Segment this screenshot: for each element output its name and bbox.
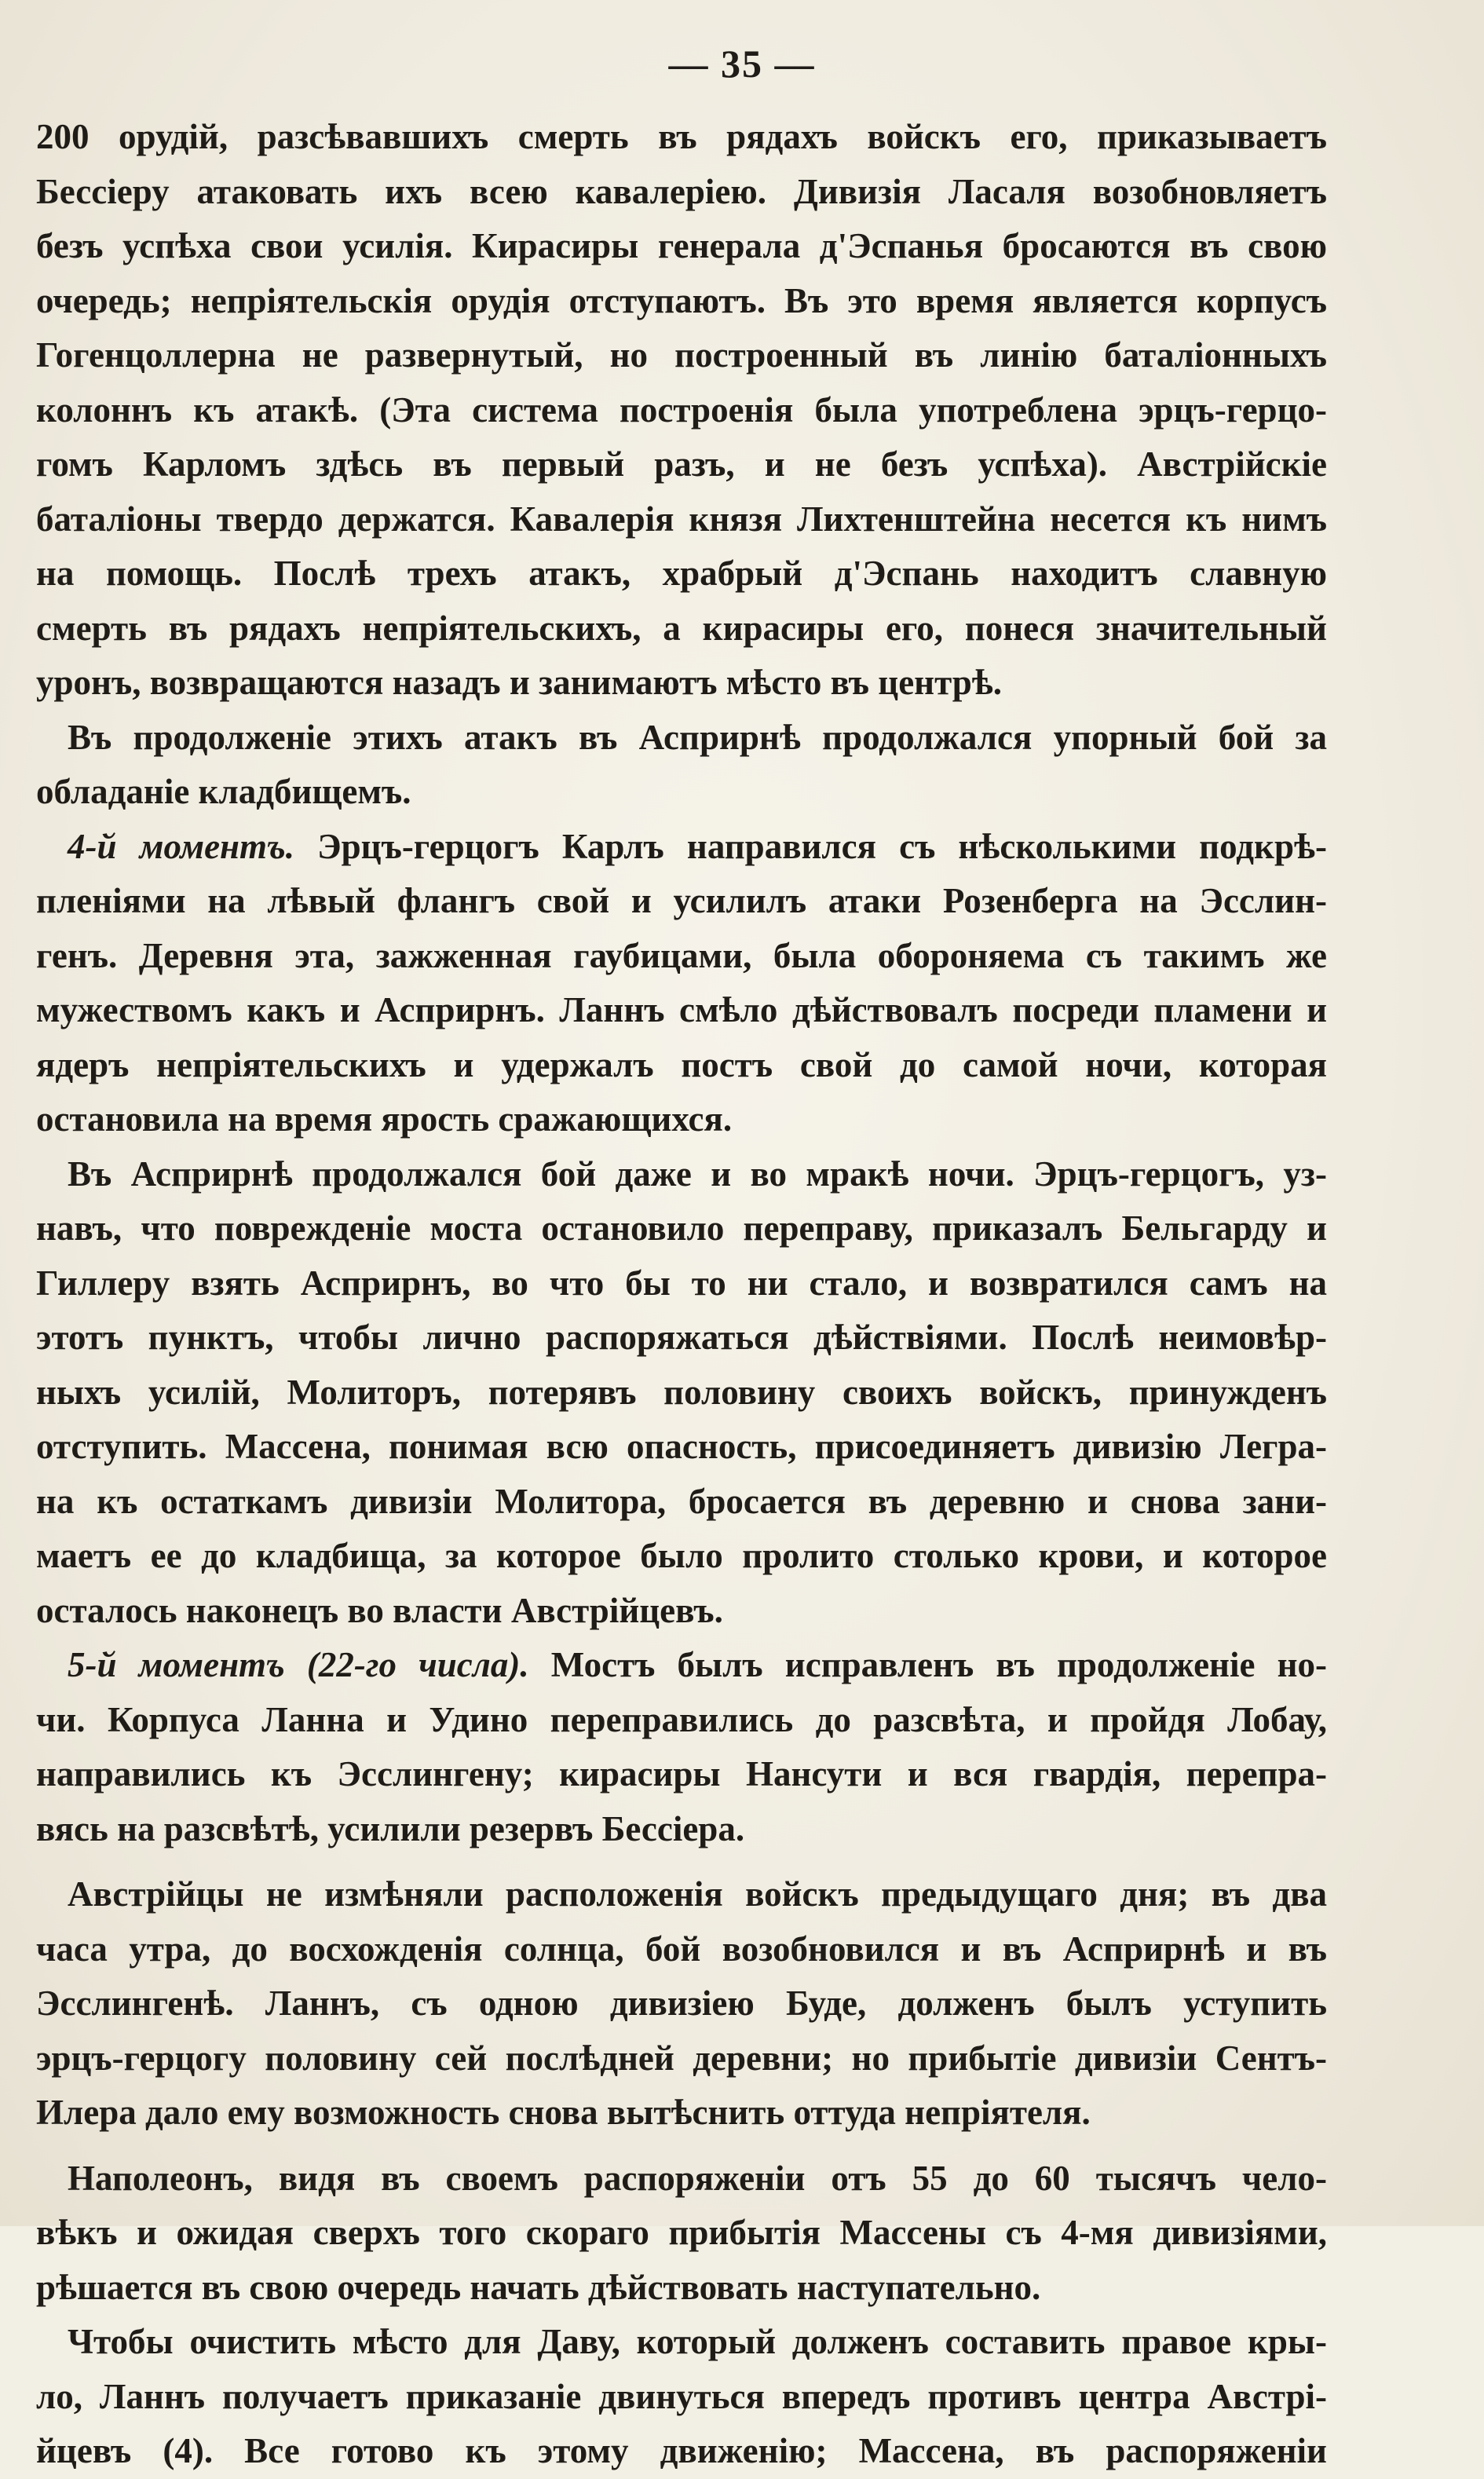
text-line [36, 711, 1327, 766]
line-text: Въ Асприрнѣ продолжался бой даже и во мракѣ ночи. Эрцъ-герцогъ, уз- [68, 1154, 1327, 1194]
line-text: ныхъ усилій, Молиторъ, потерявъ половину своихъ войскъ, принужденъ [36, 1372, 1327, 1412]
text-line [36, 601, 1327, 656]
text-line [36, 2086, 1327, 2141]
text-line [36, 1420, 1327, 1475]
text-line [36, 1638, 1327, 1693]
text-line [36, 2261, 1327, 2316]
text-line [36, 165, 1327, 220]
text-line [36, 328, 1327, 383]
page-number: — 35 — [668, 42, 816, 86]
line-text: осталось наконецъ во власти Австрійцевъ. [36, 1590, 723, 1630]
line-text: генъ. Деревня эта, зажженная гаубицами, была обороняема съ такимъ же [36, 935, 1327, 975]
line-text: очередь; непріятельскія орудія отступаютъ. Въ это время является корпусъ [36, 280, 1327, 320]
line-text: смерть въ рядахъ непріятельскихъ, а кирасиры его, понеся значительный [36, 608, 1327, 648]
text-line [36, 2370, 1327, 2425]
line-text: Мостъ былъ исправленъ въ продолженіе но- [528, 1645, 1327, 1684]
line-text: Бессіеру атаковать ихъ всею кавалеріею. Дивизія Ласаля возобновляетъ [36, 171, 1327, 211]
line-text: остановила на время ярость сражающихся. [36, 1099, 733, 1139]
line-text: вясь на разсвѣтѣ, усилили резервъ Бессіера. [36, 1808, 745, 1848]
line-text: Чтобы очистить мѣсто для Даву, который долженъ составить правое кры- [68, 2322, 1327, 2361]
line-text: обладаніе кладбищемъ. [36, 772, 411, 811]
text-line [36, 437, 1327, 492]
line-text: Наполеонъ, видя въ своемъ распоряженіи отъ 55 до 60 тысячъ чело- [68, 2158, 1327, 2198]
text-line [36, 1584, 1327, 1639]
text-line [36, 2152, 1327, 2207]
text-line [36, 1867, 1327, 1922]
text-line [36, 1693, 1327, 1748]
text-line [36, 1147, 1327, 1202]
line-text: маетъ ее до кладбища, за которое было пролито столько крови, и которое [36, 1536, 1327, 1575]
line-text: вѣкъ и ожидая сверхъ того скораго прибытія Массены съ 4-мя дивизіями, [36, 2213, 1327, 2252]
line-text: Илера дало ему возможность снова вытѣснить оттуда непріятеля. [36, 2093, 1091, 2132]
line-text: навъ, что поврежденіе моста остановило переправу, приказалъ Бельгарду и [36, 1208, 1327, 1248]
text-line [36, 2206, 1327, 2261]
line-text: уронъ, возвращаются назадъ и занимаютъ мѣсто въ центрѣ. [36, 663, 1003, 702]
text-line [36, 1922, 1327, 1977]
text-line [36, 2315, 1327, 2370]
line-text: Въ продолженіе этихъ атакъ въ Асприрнѣ продолжался упорный бой за [68, 717, 1327, 757]
text-line [36, 2031, 1327, 2086]
text-line [36, 656, 1327, 711]
text-line [36, 1976, 1327, 2031]
text-line [36, 874, 1327, 929]
line-text: колоннъ къ атакѣ. (Эта система построенія была употреблена эрцъ-герцо- [36, 389, 1327, 430]
line-text: на къ остаткамъ дивизіи Молитора, бросается въ деревню и снова зани- [36, 1481, 1327, 1521]
line-text: часа утра, до восхожденія солнца, бой возобновился и въ Асприрнѣ и въ [36, 1929, 1327, 1969]
line-text: 200 орудій, разсѣвавшихъ смерть въ рядахъ войскъ его, приказываетъ [36, 117, 1327, 156]
text-line [36, 1747, 1327, 1802]
text-line [36, 492, 1327, 547]
moment-heading: 5-й моментъ (22-го числа). [68, 1645, 529, 1684]
text-line [36, 547, 1327, 601]
line-text: пленіями на лѣвый флангъ свой и усилилъ атаки Розенберга на Эсслин- [36, 881, 1327, 920]
text-line [36, 820, 1327, 875]
text-line [36, 219, 1327, 274]
text-line [36, 1201, 1327, 1256]
line-text: Австрійцы не измѣняли расположенія войскъ предыдущаго дня; въ два [68, 1874, 1327, 1914]
text-line [36, 1802, 1327, 1857]
text-line [36, 983, 1327, 1038]
line-text: ядеръ непріятельскихъ и удержалъ постъ свой до самой ночи, которая [36, 1044, 1327, 1084]
body-text [36, 110, 1327, 2479]
line-text: направились къ Эсслингену; кирасиры Нансути и вся гвардія, перепра- [36, 1754, 1327, 1793]
line-text: Гогенцоллерна не развернутый, но построенный въ линію баталіонныхъ [36, 335, 1327, 375]
line-text: чи. Корпуса Ланна и Удино переправились до разсвѣта, и пройдя Лобау, [36, 1699, 1327, 1739]
text-line [36, 110, 1327, 165]
line-text: на помощь. Послѣ трехъ атакъ, храбрый д'Эспань находитъ славную [36, 554, 1327, 593]
line-text: Гиллеру взять Асприрнъ, во что бы то ни стало, и возвратился самъ на [36, 1263, 1327, 1303]
text-line [36, 1256, 1327, 1311]
line-text: баталіоны твердо держатся. Кавалерія князя Лихтенштейна несется къ нимъ [36, 499, 1327, 539]
text-line [36, 1311, 1327, 1366]
line-text: йцевъ (4). Все готово къ этому движенію; Массена, въ распоряженіи [36, 2431, 1327, 2470]
text-line [36, 274, 1327, 329]
text-line [36, 1475, 1327, 1530]
moment-heading: 4-й моментъ. [68, 826, 294, 866]
line-text: ло, Ланнъ получаетъ приказаніе двинуться впередъ противъ центра Австрі- [36, 2376, 1327, 2416]
line-text: Эсслингенѣ. Ланнъ, съ одною дивизіею Буде, долженъ былъ уступить [36, 1984, 1327, 2023]
text-line [36, 1366, 1327, 1420]
text-line [36, 2424, 1327, 2479]
text-line [36, 929, 1327, 984]
text-line [36, 1529, 1327, 1584]
line-text: Эрцъ-герцогъ Карлъ направился съ нѣсколькими подкрѣ- [294, 826, 1327, 866]
line-text: рѣшается въ свою очередь начать дѣйствовать наступательно. [36, 2267, 1041, 2307]
line-text: эрцъ-герцогу половину сей послѣдней деревни; но прибытіе дивизіи Сентъ- [36, 2038, 1327, 2078]
line-text: этотъ пунктъ, чтобы лично распоряжаться дѣйствіями. Послѣ неимовѣр- [36, 1318, 1327, 1357]
text-line [36, 1092, 1327, 1147]
line-text: безъ успѣха свои усилія. Кирасиры генерала д'Эспанья бросаются въ свою [36, 226, 1327, 265]
line-text: гомъ Карломъ здѣсь въ первый разъ, и не безъ успѣха). Австрійскіе [36, 444, 1327, 484]
text-line [36, 1038, 1327, 1093]
line-text: мужествомъ какъ и Асприрнъ. Ланнъ смѣло дѣйствовалъ посреди пламени и [36, 990, 1327, 1029]
line-text: отступить. Массена, понимая всю опасность, присоединяетъ дивизію Легра- [36, 1427, 1327, 1466]
text-line [36, 765, 1327, 820]
text-line [36, 383, 1327, 438]
